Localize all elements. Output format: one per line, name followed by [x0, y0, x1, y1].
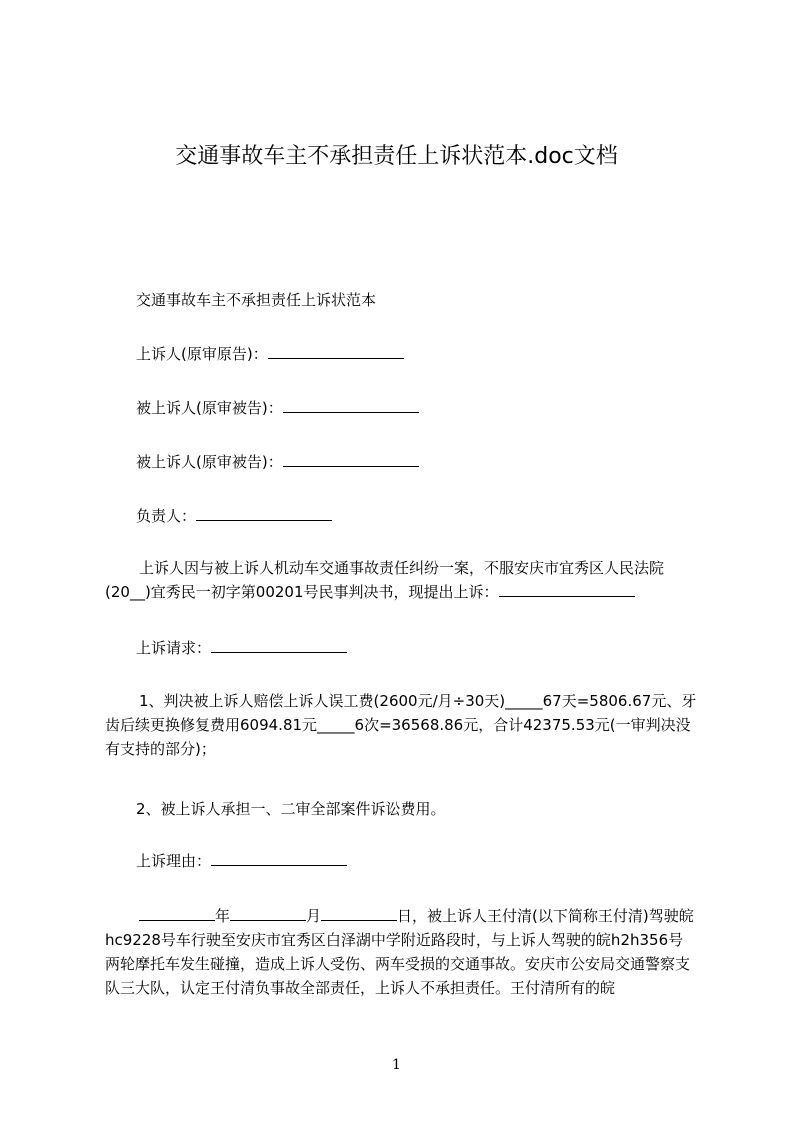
appellant-blank — [268, 344, 404, 359]
responsible-blank — [196, 506, 332, 521]
responsible-line — [136, 506, 332, 526]
request-line — [136, 638, 347, 658]
appellee1-blank — [283, 398, 419, 413]
appellee2-blank — [283, 452, 419, 467]
intro-paragraph — [105, 556, 697, 604]
document-title: 交通事故车主不承担责任上诉状范本.doc文档 — [175, 144, 618, 169]
reason-text: 日，被上诉人王付清(以下简称王付清)驾驶皖hc9228号车行驶至安庆市宜秀区白泽湖中学附近路段时，与上诉人驾驶的皖h2h356号两轮摩托车发生碰撞，造成上诉人受伤、两车受损的交通事故。安庆市公安局交通警察支队三大队，认定王付清负事故全部责任，上诉人不承担责任。王付清所有的皖 — [105, 907, 694, 997]
appellee1-label: 被上诉人(原审被告)： — [136, 399, 283, 417]
year-blank — [139, 906, 215, 921]
request-label: 上诉请求： — [136, 639, 212, 657]
appellee1-line — [136, 398, 419, 418]
page-number: 1 — [392, 1057, 401, 1073]
month-blank — [230, 906, 306, 921]
intro-blank — [499, 582, 635, 597]
appellant-line — [136, 344, 404, 364]
appellee2-label: 被上诉人(原审被告)： — [136, 453, 283, 471]
reason-blank — [211, 851, 347, 866]
reason-year: 年 — [215, 907, 231, 925]
appellee2-line — [136, 452, 419, 472]
appellant-label: 上诉人(原审原告)： — [136, 345, 268, 363]
day-blank — [321, 906, 397, 921]
request-2-paragraph: 2、被上诉人承担一、二审全部案件诉讼费用。 — [136, 800, 446, 818]
responsible-label: 负责人： — [136, 507, 197, 525]
document-subtitle: 交通事故车主不承担责任上诉状范本 — [136, 291, 377, 309]
reason-label: 上诉理由： — [136, 852, 212, 870]
intro-text: 上诉人因与被上诉人机动车交通事故责任纠纷一案，不服安庆市宜秀区人民法院(20__)宜秀民一初字第00201号民事判决书，现提出上诉： — [105, 559, 665, 601]
reason-paragraph — [105, 904, 697, 1000]
reason-month: 月 — [306, 907, 322, 925]
reason-line — [136, 851, 347, 871]
request-1-paragraph: 1、判决被上诉人赔偿上诉人误工费(2600元/月÷30天)_____67天=5806.67元、牙齿后续更换修复费用6094.81元_____6次=36568.86元，合计42375.53元(一审判决没有支持的部分)； — [105, 692, 697, 758]
request-blank — [211, 638, 347, 653]
